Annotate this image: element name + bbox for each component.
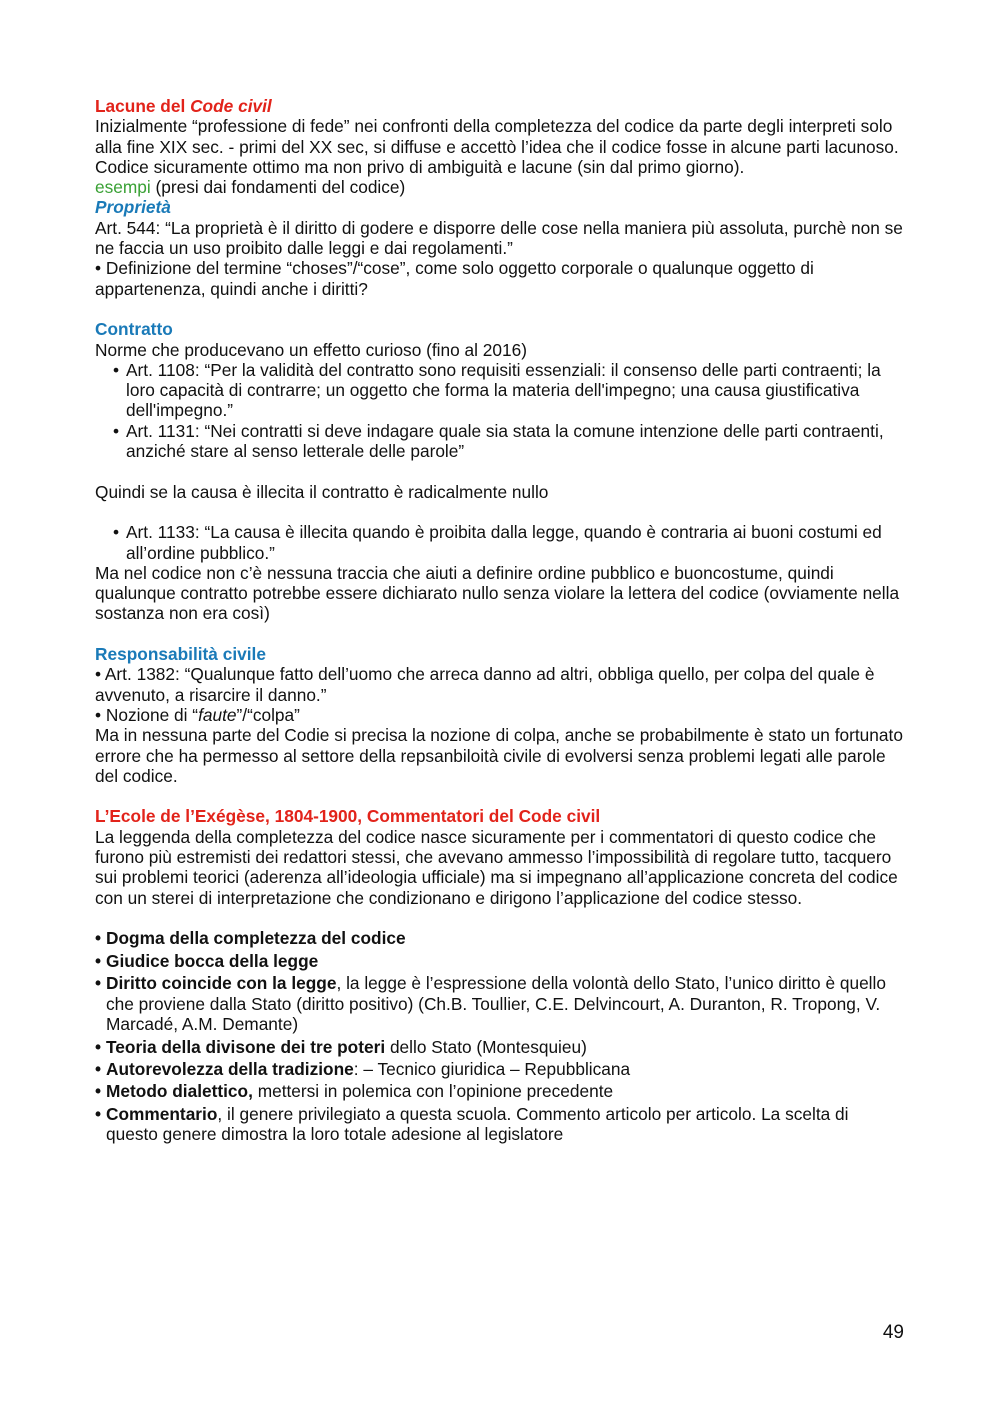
- responsabilita-paragraph-1: • Art. 1382: “Qualunque fatto dell’uomo che arreca danno ad altri, obbliga quello, per colpa del quale è avvenuto, a risarcire il danno.”: [95, 664, 875, 705]
- list-item: • Art. 1133: “La causa è illecita quando è proibita dalla legge, quando è contraria ai buoni costumi ed all’ordine pubblico.”: [113, 522, 905, 563]
- responsabilita-paragraph-2: • Nozione di “faute”/“colpa”: [95, 704, 300, 725]
- list-item: • Art. 1131: “Nei contratti si deve indagare quale sia stata la comune intenzione delle parti contraenti, anziché stare al senso letterale delle parole”: [113, 421, 905, 462]
- proprieta-paragraph-2: • Definizione del termine “choses”/“cose”, come solo oggetto corporale o qualunque oggetto di appartenenza, quindi anche i diritti?: [95, 258, 814, 299]
- responsabilita-paragraph-3: Ma in nessuna parte del Codie si precisa la nozione di colpa, anche se probabilmente è stato un fortunato errore che ha permesso al settore della repsanbiloità civile di evolversi senza problemi legati alle parole del codice.: [95, 725, 903, 786]
- ecole-paragraph: La leggenda della completezza del codice nasce sicuramente per i commentatori di questo codice che furono più estremisti dei redattori stessi, che avevano ammesso l’impossibilità di regolare tutto, tacquero sui problemi teorici (aderenza all’ideologia ufficiale) ma si impegnano all’applicazione concreta del codice con un sterei di interpretazione che condizionano e dirigono l’applicazione del codice stesso.: [95, 826, 898, 908]
- list-item: • Teoria della divisone dei tre poteri dello Stato (Montesquieu): [95, 1037, 905, 1058]
- esempi-line: [95, 177, 905, 197]
- esempi-rest: (presi dai fondamenti del codice): [150, 177, 406, 198]
- contratto-list-1: [95, 360, 905, 461]
- contratto-outro: Ma nel codice non c’è nessuna traccia che aiuti a definire ordine pubblico e buoncostume, quindi qualunque contratto potrebbe essere dichiarato nullo senza violare la lettera del codice (ovviamente nella sostanza non era così): [95, 562, 900, 624]
- list-item: • Commentario, il genere privilegiato a questa scuola. Commento articolo per articolo. La scelta di questo genere dimostra la loro totale adesione al legislatore: [95, 1104, 905, 1145]
- contratto-heading: Contratto: [95, 319, 173, 340]
- contratto-middle: Quindi se la causa è illecita il contratto è radicalmente nullo: [95, 481, 549, 502]
- lacune-heading-italic: Code civil: [190, 96, 272, 116]
- lacune-heading: Lacune del Code civil: [95, 96, 272, 116]
- proprieta-paragraph-1: Art. 544: “La proprietà è il diritto di godere e disporre delle cose nella maniera più assoluta, purchè non se ne faccia un uso proibito dalle leggi e dai regolamenti.”: [95, 217, 903, 259]
- esempi-label: esempi: [95, 177, 151, 198]
- list-item: • Art. 1108: “Per la validità del contratto sono requisiti essenziali: il consenso delle parti contraenti; la loro capacità di contrarre; un oggetto che forma la materia dell'impegno; una causa giustificativa dell'impegno.”: [113, 360, 905, 421]
- document-page: [95, 96, 905, 1147]
- contratto-intro: Norme che producevano un effetto curioso (fino al 2016): [95, 339, 527, 360]
- contratto-list-2: [95, 522, 905, 563]
- page-number: 49: [882, 1322, 904, 1343]
- list-item: • Diritto coincide con la legge, la legge è l’espressione della volontà dello Stato, l’unico diritto è quello che proviene dalla Stato (diritto positivo) (Ch.B. Toullier, C.E. Delvincourt, A. Duranton, R. Tropong, V. Marcadé, A.M. Demante): [95, 973, 905, 1035]
- proprieta-heading: Proprietà: [95, 197, 171, 218]
- list-item: • Autorevolezza della tradizione: – Tecnico giuridica – Repubblicana: [95, 1059, 905, 1080]
- list-item: • Dogma della completezza del codice: [95, 928, 905, 949]
- list-item: • Giudice bocca della legge: [95, 951, 905, 972]
- ecole-heading: L’Ecole de l’Exégèse, 1804-1900, Commentatori del Code civil: [95, 806, 601, 827]
- responsabilita-heading: Responsabilità civile: [95, 644, 266, 665]
- lacune-paragraph-1: Inizialmente “professione di fede” nei confronti della completezza del codice da parte degli interpreti solo alla fine XIX sec. - primi del XX sec, si diffuse e accettò l’idea che il codice fosse in alcune parti lacunoso.: [95, 116, 899, 157]
- list-item: • Metodo dialettico, mettersi in polemica con l’opinione precedente: [95, 1081, 905, 1102]
- lacune-paragraph-2: Codice sicuramente ottimo ma non privo di ambiguità e lacune (sin dal primo giorno).: [95, 156, 745, 177]
- ecole-bullets: [95, 928, 905, 1145]
